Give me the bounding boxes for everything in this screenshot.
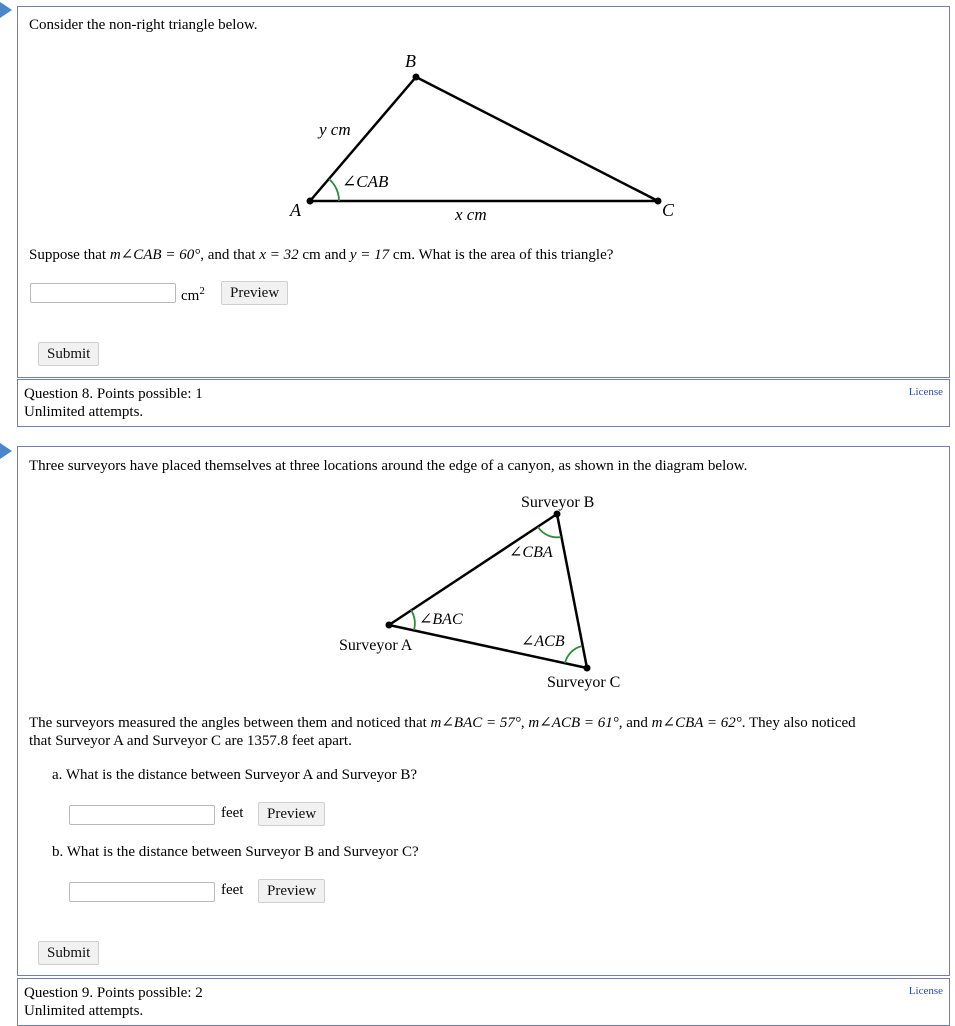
label-c: C (662, 200, 675, 220)
prompt-text: , and that (200, 247, 260, 263)
question-8-intro: Three surveyors have placed themselves at three locations around the edge of a canyon, as shown in the diagram below. (29, 458, 748, 474)
prompt-text: cm. What is the area of this triangle? (389, 247, 614, 263)
label-surveyor-b: Surveyor B (521, 494, 595, 511)
distance-bc-input[interactable] (69, 882, 215, 902)
measure-text: . They also noticed (741, 715, 856, 731)
question-7-info (17, 379, 950, 427)
submit-button[interactable]: Submit (38, 941, 99, 965)
angle-acb-arc (565, 646, 582, 663)
area-answer-input[interactable] (30, 283, 176, 303)
label-side-y: y cm (319, 120, 351, 139)
label-a: A (290, 200, 301, 220)
surveyor-diagram (18, 447, 949, 697)
license-link[interactable]: License (908, 386, 943, 398)
label-angle-cab: ∠CAB (342, 172, 389, 191)
math-cba: m∠CBA = 62° (651, 715, 742, 731)
submit-button[interactable]: Submit (38, 342, 99, 366)
question-7-box (17, 6, 950, 378)
measurement-text-line1 (29, 713, 856, 732)
points-possible: Question 9. Points possible: 2 (24, 985, 203, 1001)
points-possible: Question 8. Points possible: 1 (24, 386, 203, 402)
part-b-question: b. What is the distance between Surveyor B and Surveyor C? (52, 844, 419, 860)
angle-cba-arc (538, 527, 561, 537)
vertex-b (413, 74, 420, 81)
vertex-a (386, 622, 393, 629)
attempts-info: Unlimited attempts. (24, 404, 144, 420)
label-surveyor-c: Surveyor C (547, 674, 621, 691)
preview-a-button[interactable]: Preview (258, 802, 325, 826)
unit-feet: feet (221, 882, 244, 898)
vertex-c (655, 198, 662, 205)
prompt-text: cm and (298, 247, 350, 263)
question-8-info (17, 978, 950, 1026)
angle-bac-arc (411, 610, 415, 630)
question-8-box (17, 446, 950, 976)
math-acb: m∠ACB = 61° (528, 715, 619, 731)
measure-text: The surveyors measured the angles between them and noticed that (29, 715, 431, 731)
math-x: x = 32 (259, 247, 299, 263)
label-side-x: x cm (455, 205, 487, 224)
preview-button[interactable]: Preview (221, 281, 288, 305)
label-angle-cba: ∠CBA (509, 544, 553, 561)
question-marker-icon (0, 2, 12, 18)
math-bac: m∠BAC = 57° (430, 715, 521, 731)
prompt-text: Suppose that (29, 247, 110, 263)
question-7-intro: Consider the non-right triangle below. (29, 17, 258, 33)
vertex-b (554, 511, 561, 518)
label-surveyor-a: Surveyor A (339, 637, 413, 654)
unit-feet: feet (221, 805, 244, 821)
part-a-question: a. What is the distance between Surveyor A and Surveyor B? (52, 767, 418, 783)
question-marker-icon (0, 443, 12, 459)
measurement-text-line2: that Surveyor A and Surveyor C are 1357.8 feet apart. (29, 733, 352, 749)
vertex-a (307, 198, 314, 205)
question-7-prompt (29, 245, 613, 264)
measure-text: , and (618, 715, 652, 731)
side-ab (389, 514, 557, 625)
preview-b-button[interactable]: Preview (258, 879, 325, 903)
unit-base: cm (181, 288, 200, 304)
unit-exponent: 2 (199, 285, 205, 297)
license-link[interactable]: License (908, 985, 943, 997)
label-angle-bac: ∠BAC (419, 611, 463, 628)
math-angle: m∠CAB = 60° (109, 247, 201, 263)
label-b: B (405, 51, 416, 71)
label-angle-acb: ∠ACB (521, 633, 565, 650)
area-unit (181, 285, 205, 305)
angle-cab-arc (329, 179, 339, 201)
side-bc (416, 77, 658, 201)
vertex-c (584, 665, 591, 672)
triangle-diagram (18, 7, 949, 237)
distance-ab-input[interactable] (69, 805, 215, 825)
attempts-info: Unlimited attempts. (24, 1003, 144, 1019)
math-y: y = 17 (349, 247, 390, 263)
measure-text: , (520, 715, 529, 731)
